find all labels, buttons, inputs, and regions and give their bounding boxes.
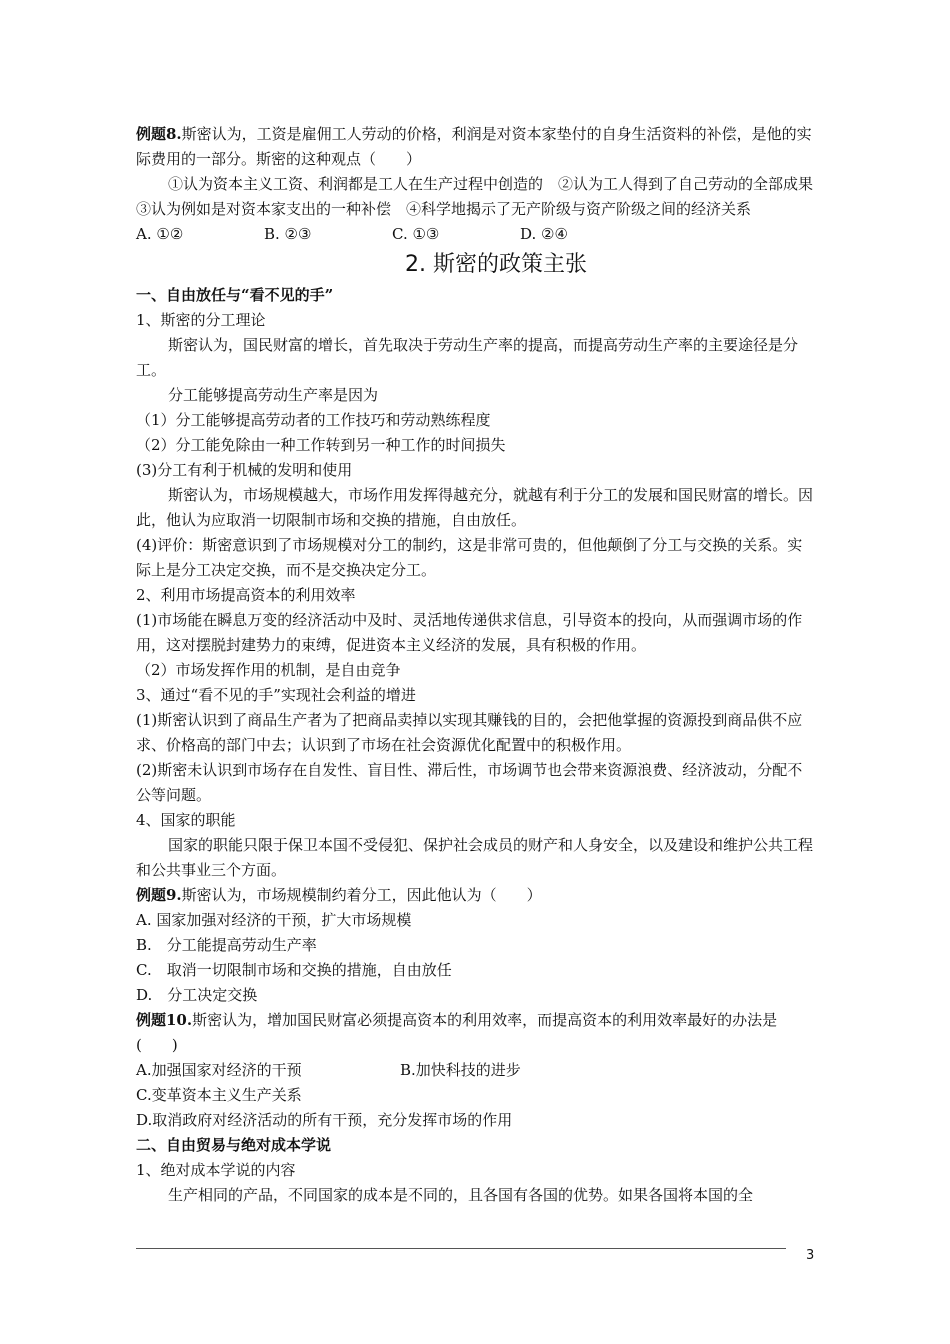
example-9-stem-text: 斯密认为，市场规模制约着分工，因此他认为（ ） bbox=[181, 886, 542, 904]
list-item: (4)评价：斯密意识到了市场规模对分工的制约，这是非常可贵的，但他颠倒了分工与交换的关系。实际上是分工决定交换，而不是交换决定分工。 bbox=[136, 536, 803, 579]
example-8-stem bbox=[136, 122, 816, 172]
example-8-option-b: B. ②③ bbox=[264, 225, 312, 243]
example-8-statements: ①认为资本主义工资、利润都是工人在生产过程中创造的 ②认为工人得到了自己劳动的全部成果 ③认为例如是对资本家支出的一种补偿 ④科学地揭示了无产阶级与资产阶级之间的经济关系 bbox=[136, 175, 829, 218]
list-item: （2）市场发挥作用的机制，是自由竞争 bbox=[136, 661, 401, 679]
example-10-stem bbox=[136, 1008, 816, 1058]
example-8-label: 例题8. bbox=[136, 125, 182, 143]
list-item: (2)斯密未认识到市场存在自发性、盲目性、滞后性，市场调节也会带来资源浪费、经济波动，分配不公等问题。 bbox=[136, 761, 803, 804]
list-item: （2）分工能免除由一种工作转到另一种工作的时间损失 bbox=[136, 436, 506, 454]
example-9-option-a: A. 国家加强对经济的干预，扩大市场规模 bbox=[136, 911, 412, 929]
example-10-option-c: C.变革资本主义生产关系 bbox=[136, 1086, 302, 1104]
example-10-option-a: A.加强国家对经济的干预 bbox=[136, 1061, 302, 1079]
list-item: (1)市场能在瞬息万变的经济活动中及时、灵活地传递供求信息，引导资本的投向，从而强调市场的作用，这对摆脱封建势力的束缚，促进资本主义经济的发展，具有积极的作用。 bbox=[136, 611, 803, 654]
footer-divider bbox=[136, 1248, 786, 1249]
list-item: （1）分工能够提高劳动者的工作技巧和劳动熟练程度 bbox=[136, 411, 491, 429]
example-9-option-b: B. 分工能提高劳动生产率 bbox=[136, 936, 317, 954]
example-10-options-row bbox=[136, 1058, 816, 1083]
paragraph: 斯密认为，国民财富的增长，首先取决于劳动生产率的提高，而提高劳动生产率的主要途径是分工。 bbox=[136, 336, 799, 379]
example-8-stem-text: 斯密认为，工资是雇佣工人劳动的价格，利润是对资本家垫付的自身生活资料的补偿，是他的实际费用的一部分。斯密的这种观点（ ） bbox=[136, 125, 812, 168]
example-9-label: 例题9. bbox=[136, 886, 182, 904]
paragraph: 生产相同的产品，不同国家的成本是不同的，且各国有各国的优势。如果各国将本国的全 bbox=[168, 1186, 754, 1204]
page-number: 3 bbox=[806, 1248, 815, 1263]
paragraph: 斯密认为，市场规模越大，市场作用发挥得越充分，就越有利于分工的发展和国民财富的增长。因此，他认为应取消一切限制市场和交换的措施，自由放任。 bbox=[136, 486, 814, 529]
list-item: (3)分工有利于机械的发明和使用 bbox=[136, 461, 353, 479]
part-1-heading: 一、自由放任与“看不见的手” bbox=[136, 286, 334, 304]
example-10-option-d: D.取消政府对经济活动的所有干预，充分发挥市场的作用 bbox=[136, 1111, 513, 1129]
example-9-stem bbox=[136, 883, 816, 908]
example-10-stem-text: 斯密认为，增加国民财富必须提高资本的利用效率，而提高资本的利用效率最好的办法是( ) bbox=[136, 1011, 778, 1054]
subsection-4-heading: 4、国家的职能 bbox=[136, 811, 236, 829]
section-title: 2. 斯密的政策主张 bbox=[405, 252, 587, 277]
paragraph: 分工能够提高劳动生产率是因为 bbox=[168, 386, 379, 404]
example-10-label: 例题10. bbox=[136, 1011, 193, 1029]
example-10-option-b: B.加快科技的进步 bbox=[400, 1061, 521, 1079]
subsection-2-heading: 2、利用市场提高资本的利用效率 bbox=[136, 586, 356, 604]
example-9-option-c: C. 取消一切限制市场和交换的措施，自由放任 bbox=[136, 961, 452, 979]
page-content bbox=[136, 122, 829, 1208]
example-8-option-d: D. ②④ bbox=[520, 225, 568, 243]
subsection-3-heading: 3、通过“看不见的手”实现社会利益的增进 bbox=[136, 686, 416, 704]
paragraph: 国家的职能只限于保卫本国不受侵犯、保护社会成员的财产和人身安全，以及建设和维护公共工程和公共事业三个方面。 bbox=[136, 836, 814, 879]
subsection-5-heading: 1、绝对成本学说的内容 bbox=[136, 1161, 296, 1179]
part-2-heading: 二、自由贸易与绝对成本学说 bbox=[136, 1136, 332, 1154]
example-8-options bbox=[136, 222, 816, 247]
example-9-option-d: D. 分工决定交换 bbox=[136, 986, 258, 1004]
example-8-option-c: C. ①③ bbox=[392, 225, 440, 243]
example-8-option-a: A. ①② bbox=[136, 225, 184, 243]
subsection-1-heading: 1、斯密的分工理论 bbox=[136, 311, 266, 329]
list-item: (1)斯密认识到了商品生产者为了把商品卖掉以实现其赚钱的目的，会把他掌握的资源投到商品供不应求、价格高的部门中去；认识到了市场在社会资源优化配置中的积极作用。 bbox=[136, 711, 803, 754]
